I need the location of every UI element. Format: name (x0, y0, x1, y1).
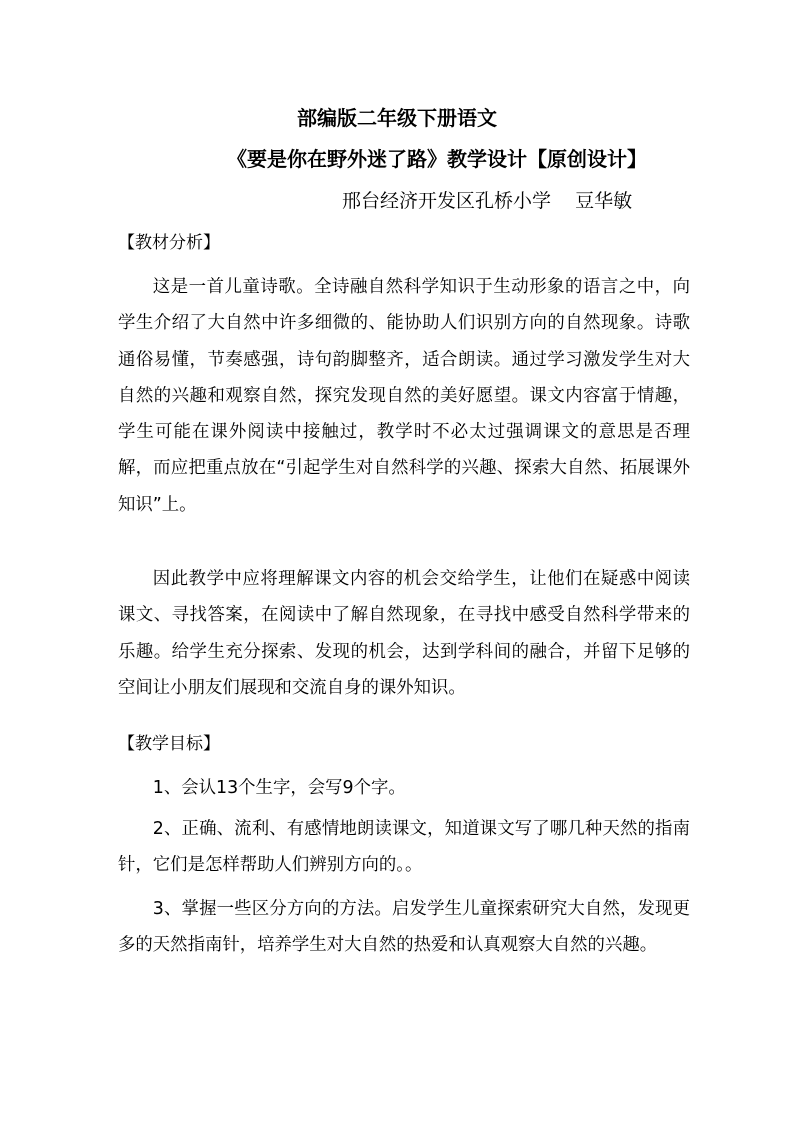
goal-item: 2、正确、流利、有感情地朗读课文，知道课文写了哪几种天然的指南针，它们是怎样帮助人们辨别方向的。。 (118, 819, 690, 876)
section-heading-material-analysis: 【教材分析】 (118, 233, 220, 253)
goal-item: 3、掌握一些区分方向的方法。启发学生儿童探索研究大自然，发现更多的天然指南针，培养学生对大自然的热爱和认真观察大自然的兴趣。 (118, 899, 690, 956)
goal-item: 1、会认13个生字，会写9个字。 (152, 778, 406, 798)
document-title-line1: 部编版二年级下册语文 (297, 106, 497, 130)
paragraph: 因此教学中应将理解课文内容的机会交给学生，让他们在疑惑中阅读课文、寻找答案，在阅读中了解自然现象，在寻找中感受自然科学带来的乐趣。给学生充分探索、发现的机会，达到学科间的融合，并留下足够的空间让小朋友们展现和交流自身的课外知识。 (118, 569, 690, 698)
paragraph: 这是一首儿童诗歌。全诗融自然科学知识于生动形象的语言之中，向学生介绍了大自然中许多细微的、能协助人们识别方向的自然现象。诗歌通俗易懂，节奏感强，诗句韵脚整齐，适合朗读。通过学习激发学生对大自然的兴趣和观察自然，探究发现自然的美好愿望。课文内容富于情趣，学生可能在课外阅读中接触过，教学时不必太过强调课文的意思是否理解，而应把重点放在“引起学生对自然科学的兴趣、探索大自然、拓展课外知识”上。 (118, 277, 690, 515)
document-title-line2: 《要是你在野外迷了路》教学设计【原创设计】 (227, 147, 647, 171)
author-line: 邢台经济开发区孔桥小学 豆华敏 (342, 190, 633, 212)
section-heading-teaching-goals: 【教学目标】 (118, 734, 220, 754)
